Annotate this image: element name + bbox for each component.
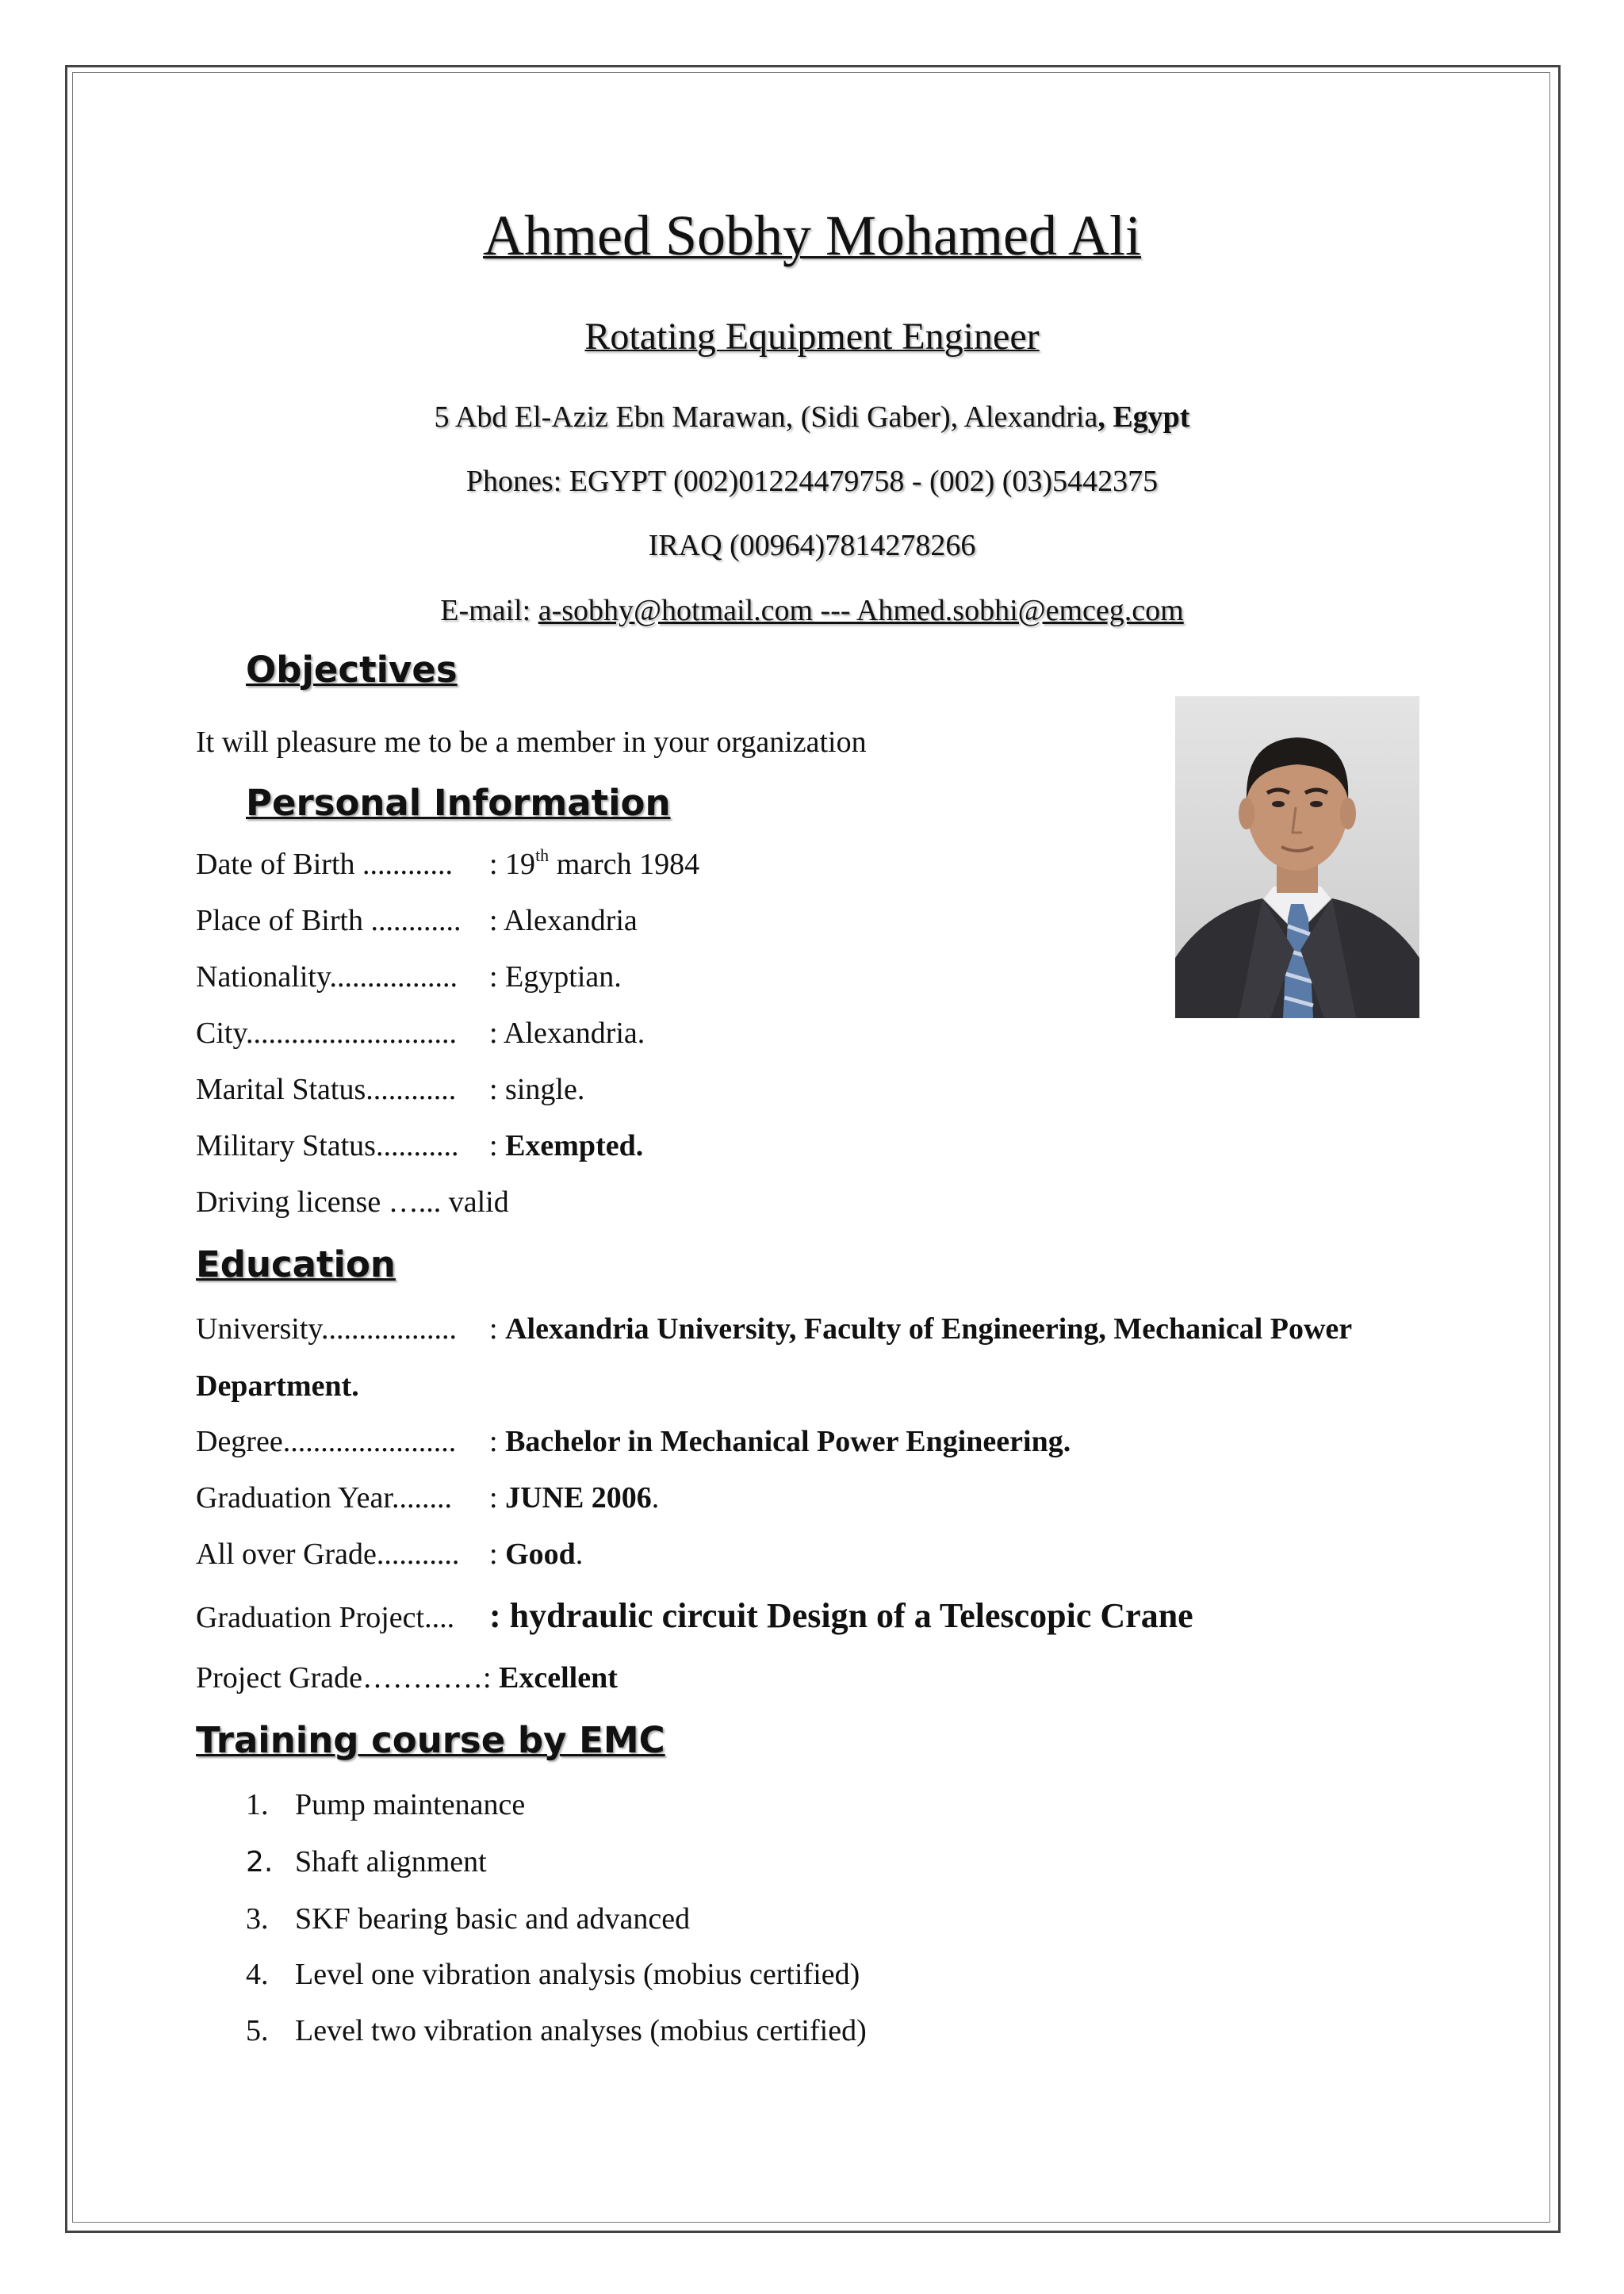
nationality-label: Nationality................. bbox=[196, 960, 458, 994]
marital-label: Marital Status............ bbox=[196, 1073, 457, 1106]
city-row bbox=[196, 1016, 645, 1051]
grad-year-sep: : bbox=[489, 1481, 506, 1515]
list-item-number: 4. bbox=[246, 1958, 269, 1991]
project-grade-row bbox=[196, 1660, 618, 1695]
grade-label: All over Grade........... bbox=[196, 1538, 460, 1571]
grad-year-end: . bbox=[651, 1481, 660, 1515]
email-link[interactable]: a-sobhy@hotmail.com --- Ahmed.sobhi@emceg.com bbox=[538, 594, 1184, 627]
address bbox=[0, 400, 1624, 435]
profile-photo bbox=[1175, 696, 1419, 1018]
list-item bbox=[246, 2013, 867, 2048]
candidate-name: Ahmed Sobhy Mohamed Ali bbox=[483, 204, 1141, 267]
dob-day: : 19 bbox=[489, 848, 536, 881]
university-row bbox=[196, 1312, 1352, 1346]
list-item-number: 5. bbox=[246, 2014, 269, 2047]
list-item-number: 2. bbox=[246, 1846, 274, 1878]
dob-row bbox=[196, 847, 699, 882]
list-item-number: 1. bbox=[246, 1788, 269, 1821]
objectives-text: It will pleasure me to be a member in your organization bbox=[196, 726, 867, 759]
list-item-text: SKF bearing basic and advanced bbox=[295, 1902, 691, 1936]
project-grade-label: Project Grade………… bbox=[196, 1661, 483, 1695]
military-label: Military Status........... bbox=[196, 1129, 459, 1162]
university-value-cont: Department. bbox=[196, 1369, 359, 1403]
marital-row bbox=[196, 1072, 584, 1107]
military-sep: : bbox=[489, 1129, 506, 1162]
university-label: University.................. bbox=[196, 1312, 457, 1346]
grad-year-label: Graduation Year........ bbox=[196, 1481, 452, 1515]
list-item-number: 3. bbox=[246, 1902, 269, 1936]
email-label: E-mail: bbox=[440, 594, 538, 627]
degree-value: Bachelor in Mechanical Power Engineering. bbox=[505, 1425, 1071, 1458]
list-item-text: Level two vibration analyses (mobius certified) bbox=[295, 2014, 867, 2047]
project-label: Graduation Project.... bbox=[196, 1601, 455, 1634]
list-item bbox=[246, 1957, 860, 1992]
project-value: : hydraulic circuit Design of a Telescopic Crane bbox=[489, 1596, 1193, 1635]
pob-row bbox=[196, 903, 638, 938]
objectives-heading: Objectives bbox=[246, 649, 458, 691]
dob-label: Date of Birth ............ bbox=[196, 848, 454, 881]
project-grade-value: Excellent bbox=[499, 1661, 618, 1695]
university-value: Alexandria University, Faculty of Engineering, Mechanical Power bbox=[505, 1312, 1353, 1346]
pob-label: Place of Birth ............ bbox=[196, 904, 462, 937]
grade-value: Good bbox=[505, 1538, 576, 1571]
project-row bbox=[196, 1595, 1193, 1636]
list-item-text: Pump maintenance bbox=[295, 1788, 526, 1821]
grade-row bbox=[196, 1537, 583, 1572]
nationality-row bbox=[196, 959, 622, 994]
university-sep: : bbox=[489, 1312, 506, 1346]
dob-rest: march 1984 bbox=[549, 848, 700, 881]
list-item bbox=[246, 1901, 690, 1936]
driving-row: Driving license …... valid bbox=[196, 1185, 509, 1219]
military-value: Exempted. bbox=[505, 1129, 644, 1162]
grade-end: . bbox=[575, 1538, 584, 1571]
pob-value: : Alexandria bbox=[489, 904, 638, 937]
degree-label: Degree....................... bbox=[196, 1425, 457, 1458]
dob-suffix: th bbox=[535, 845, 550, 865]
list-item-text: Level one vibration analysis (mobius certified) bbox=[295, 1958, 860, 1991]
profile-photo-illustration bbox=[1175, 696, 1419, 1018]
phone-iraq: IRAQ (00964)7814278266 bbox=[648, 529, 976, 562]
list-item bbox=[246, 1844, 487, 1879]
phones: Phones: EGYPT (002)01224479758 - (002) (03)5442375 bbox=[465, 465, 1159, 498]
military-row bbox=[196, 1128, 643, 1163]
job-title: Rotating Equipment Engineer bbox=[584, 316, 1040, 358]
project-grade-sep: : bbox=[482, 1661, 500, 1695]
grad-year-value: JUNE 2006 bbox=[505, 1481, 652, 1515]
list-item-text: Shaft alignment bbox=[295, 1845, 487, 1878]
grad-year-row bbox=[196, 1480, 659, 1515]
personal-info-heading: Personal Information bbox=[246, 782, 671, 824]
marital-value: : single. bbox=[489, 1073, 585, 1106]
training-heading: Training course by EMC bbox=[196, 1719, 665, 1761]
nationality-value: : Egyptian. bbox=[489, 960, 622, 994]
address-country: , Egypt bbox=[1097, 400, 1190, 434]
city-label: City............................ bbox=[196, 1017, 457, 1050]
email-line bbox=[0, 593, 1624, 628]
education-heading: Education bbox=[196, 1243, 396, 1285]
list-item bbox=[246, 1787, 525, 1822]
degree-row bbox=[196, 1424, 1071, 1459]
degree-sep: : bbox=[489, 1425, 506, 1458]
city-value: : Alexandria. bbox=[489, 1017, 645, 1050]
grade-sep: : bbox=[489, 1538, 506, 1571]
address-street: 5 Abd El-Aziz Ebn Marawan, (Sidi Gaber), Alexandria bbox=[434, 400, 1098, 434]
